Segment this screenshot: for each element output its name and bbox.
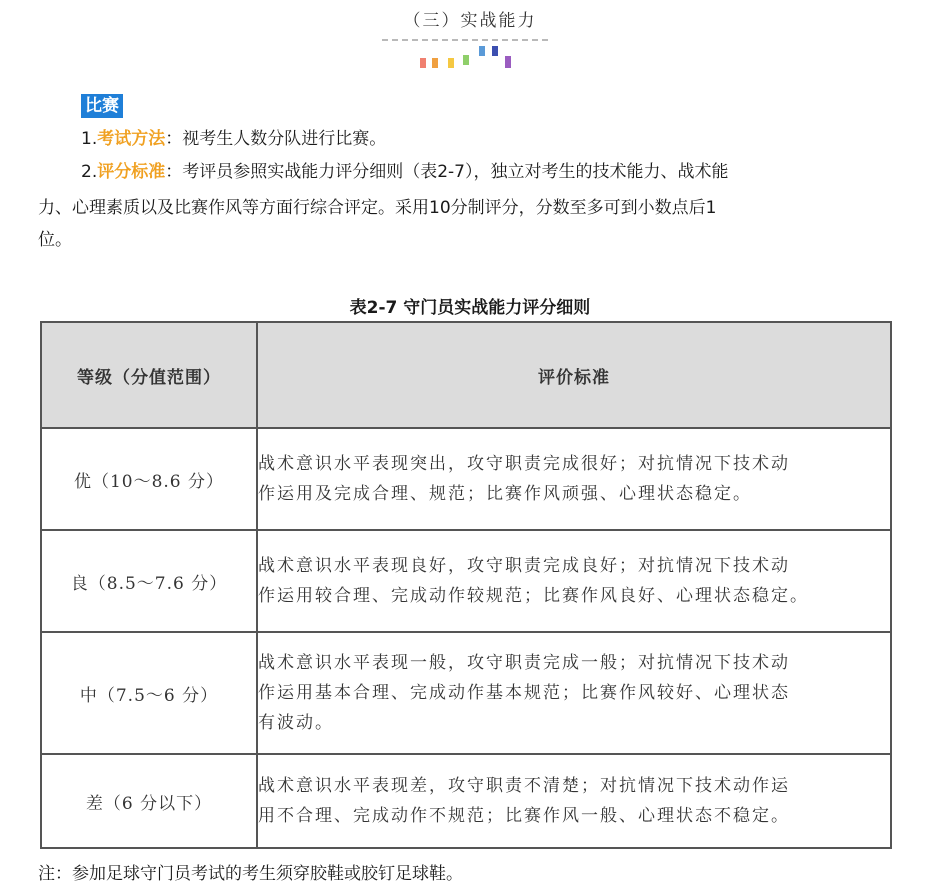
color-bar [479,46,485,56]
scoring-standard-line: 位。 [38,230,72,250]
criteria-line: 用不合理、完成动作不规范；比赛作风一般、心理状态不稳定。 [258,806,790,826]
grade-cell: 中（7.5〜6 分） [41,632,257,754]
exam-method-item [81,127,386,151]
grade-cell: 差（6 分以下） [41,754,257,848]
scoring-standard-line: 考评员参照实战能力评分细则（表2-7），独立对考生的技术能力、战术能 [182,162,729,182]
color-bar [492,46,498,56]
criteria-cell [257,530,891,632]
footnote: 注：参加足球守门员考试的考生须穿胶鞋或胶钉足球鞋。 [38,864,463,884]
match-heading: 比赛 [81,94,123,118]
criteria-cell [257,754,891,848]
table-row [41,754,891,848]
table-caption: 表2-7 守门员实战能力评分细则 [349,298,591,318]
color-bar [505,56,511,68]
criteria-line: 作运用及完成合理、规范；比赛作风顽强、心理状态稳定。 [258,484,752,504]
table-row [41,530,891,632]
scoring-standard-item [81,160,729,184]
scoring-standard-line: 力、心理素质以及比赛作风等方面行综合评定。采用10分制评分，分数至多可到小数点后1 [38,198,717,218]
criteria-line: 战术意识水平表现突出，攻守职责完成很好；对抗情况下技术动 [258,454,790,474]
table-row [41,632,891,754]
item-separator: ： [165,129,183,149]
color-bar [463,55,469,65]
criteria-line: 作运用基本合理、完成动作基本规范；比赛作风较好、心理状态 [258,683,790,703]
color-bar [448,58,454,68]
criteria-column-header: 评价标准 [257,322,891,428]
exam-method-label: 考试方法 [97,129,166,149]
criteria-cell [257,428,891,530]
scoring-standard-label: 评分标准 [97,162,166,182]
exam-method-text: 视考生人数分队进行比赛。 [182,129,387,149]
color-bar [432,58,438,68]
table-row [41,428,891,530]
criteria-line: 有波动。 [258,713,334,733]
criteria-line: 战术意识水平表现差，攻守职责不清楚；对抗情况下技术动作运 [258,776,790,796]
rating-table [40,321,892,849]
grade-column-header: 等级（分值范围） [41,322,257,428]
section-title: （三）实战能力 [403,11,537,31]
grade-cell: 良（8.5〜7.6 分） [41,530,257,632]
title-divider [382,39,548,41]
table-header-row [41,322,891,428]
criteria-line: 作运用较合理、完成动作较规范；比赛作风良好、心理状态稳定。 [258,586,809,606]
criteria-line: 战术意识水平表现良好，攻守职责完成良好；对抗情况下技术动 [258,556,790,576]
grade-cell: 优（10〜8.6 分） [41,428,257,530]
item-number: 1. [81,129,98,149]
color-bar [420,58,426,68]
criteria-line: 战术意识水平表现一般，攻守职责完成一般；对抗情况下技术动 [258,653,790,673]
item-separator: ： [165,162,183,182]
criteria-cell [257,632,891,754]
item-number: 2. [81,162,98,182]
